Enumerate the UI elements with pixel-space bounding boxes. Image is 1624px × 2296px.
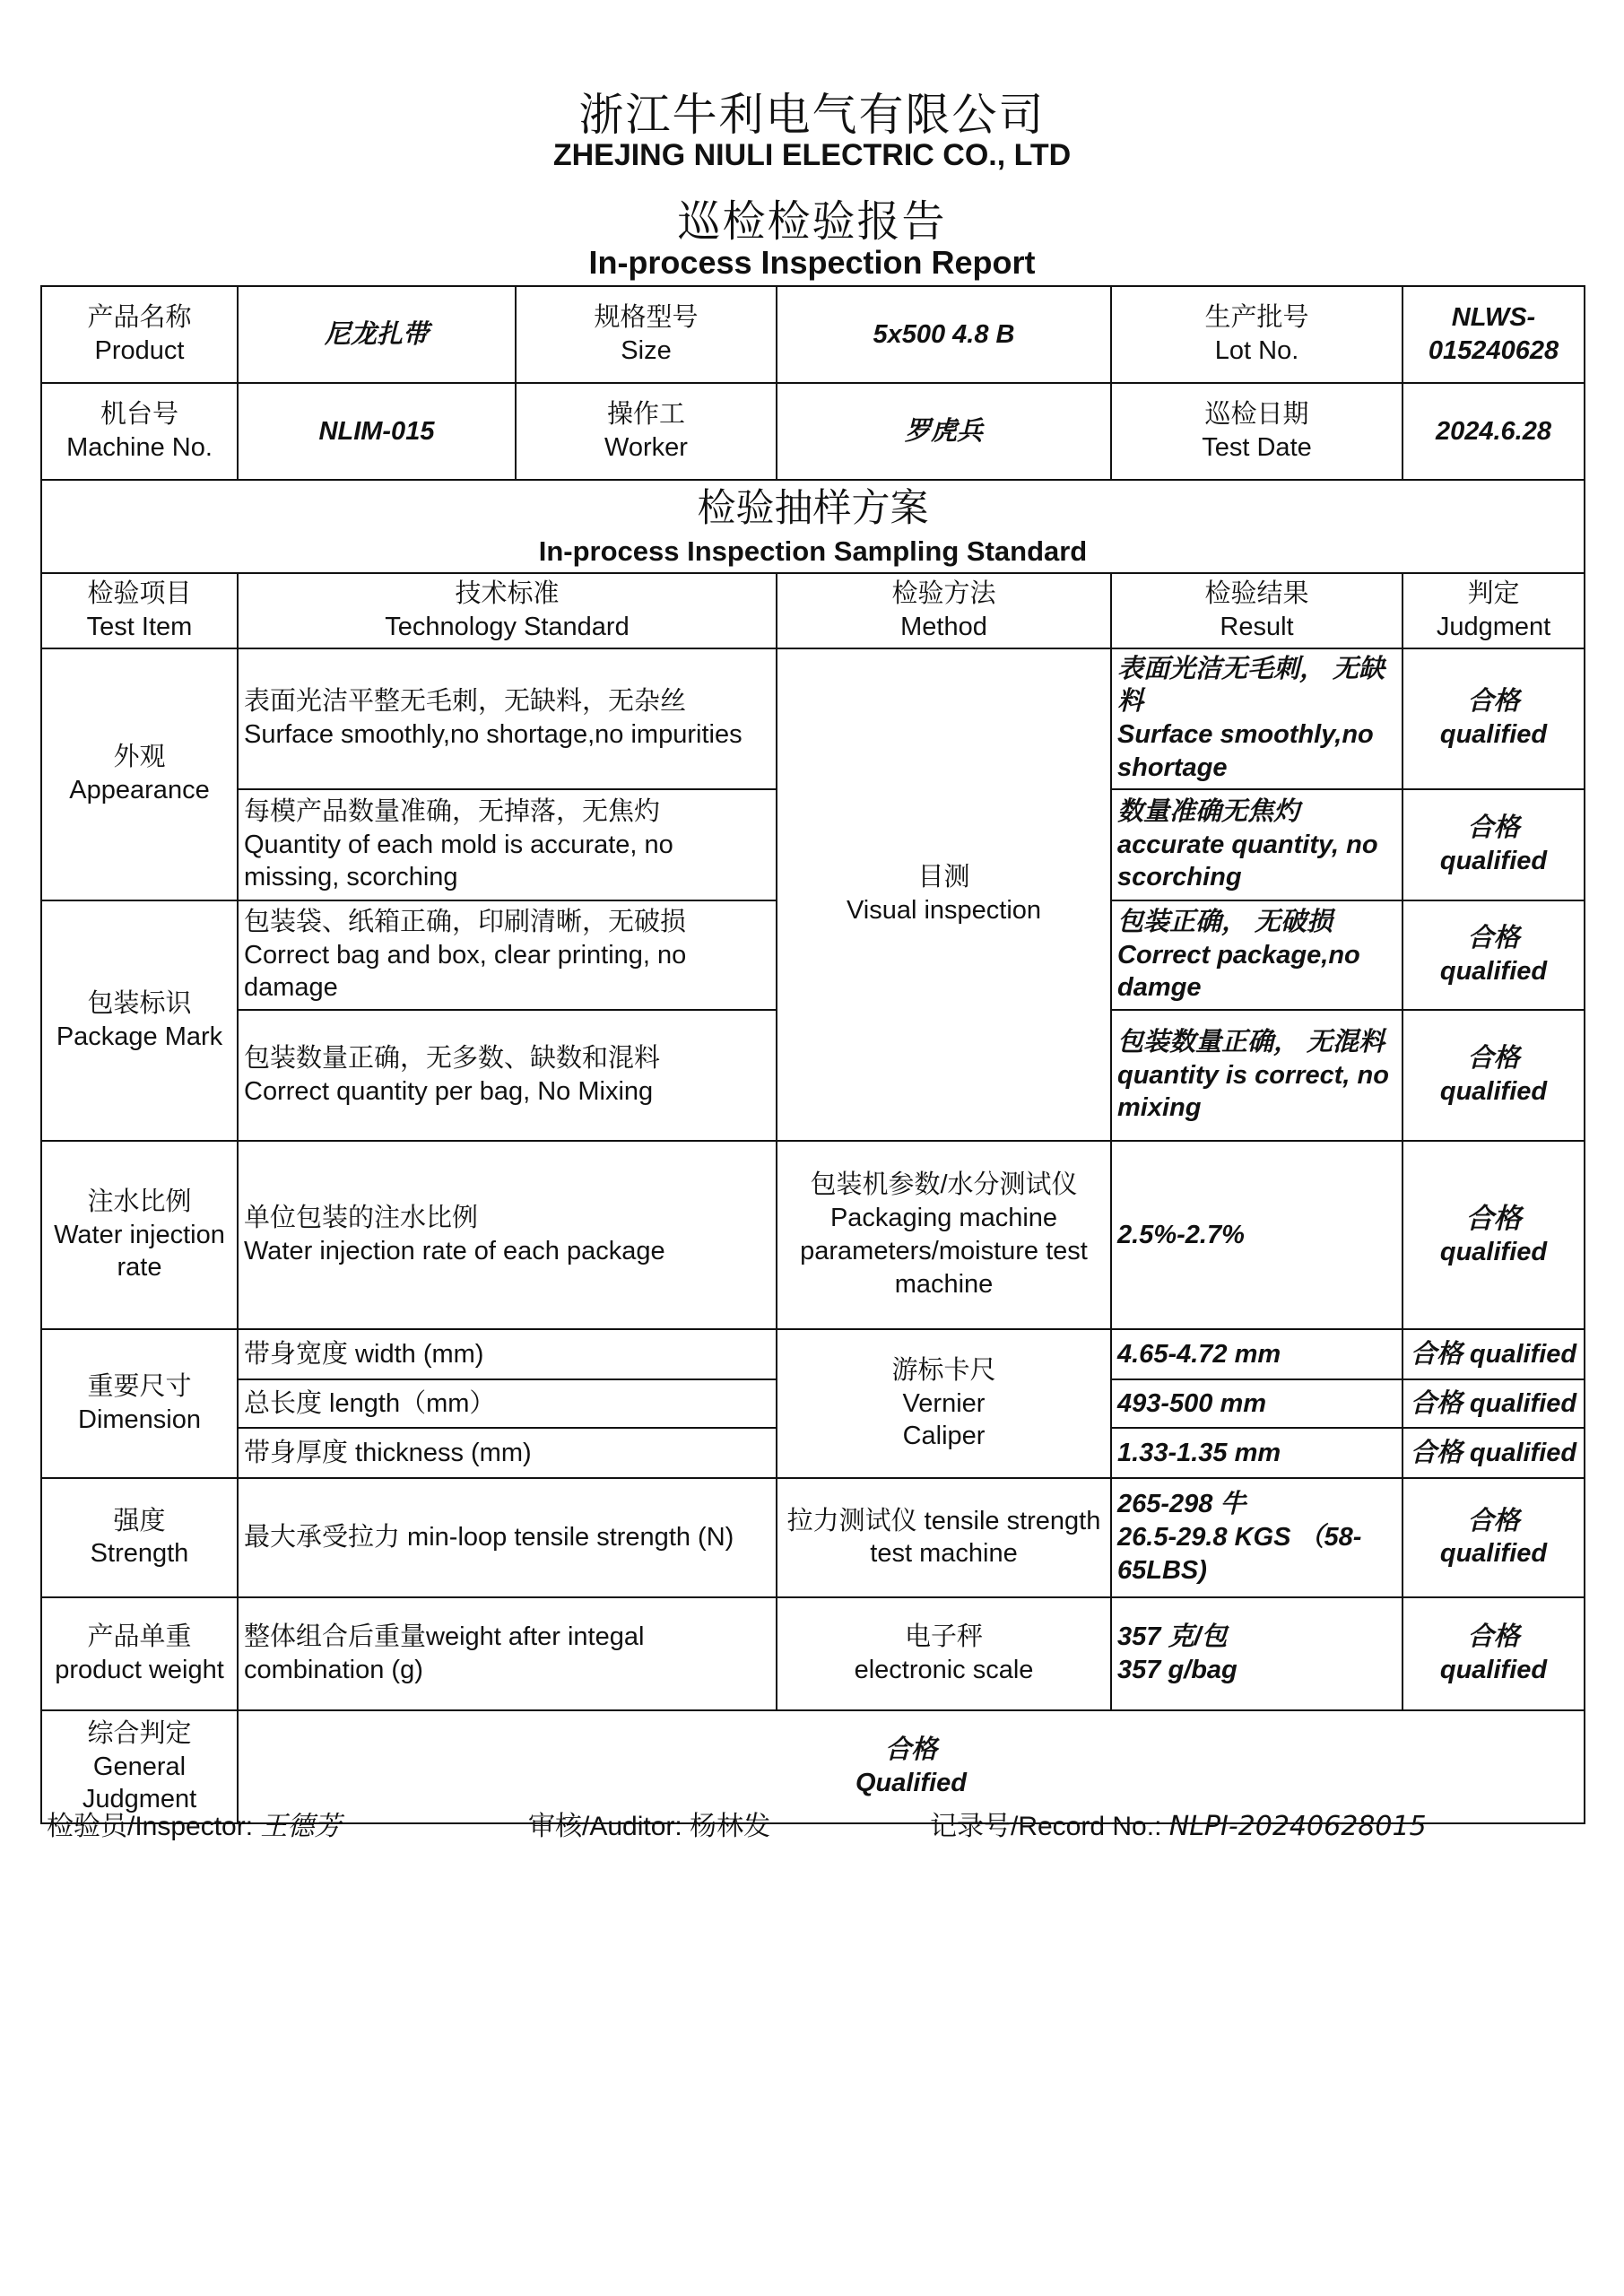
company-name-en: ZHEJING NIULI ELECTRIC CO., LTD [552, 138, 1072, 172]
sampling-title: 检验抽样方案 In-process Inspection Sampling Standard [41, 480, 1585, 573]
sampling-section [41, 480, 1585, 573]
table-row [41, 1478, 1585, 1597]
water-method: 包装机参数/水分测试仪 Packaging machine parameters/moisture test machine [777, 1141, 1111, 1329]
dimension-thickness: 带身厚度 thickness (mm) [238, 1428, 777, 1478]
table-row [41, 1597, 1585, 1710]
judgment-cell: 合格 qualified [1403, 1141, 1585, 1329]
record-number: NLPI-20240628015 [1168, 1811, 1427, 1842]
size-value: 5x500 4.8 B [777, 286, 1111, 383]
thickness-result: 1.33-1.35 mm [1111, 1428, 1403, 1478]
water-standard: 单位包装的注水比例 Water injection rate of each package [238, 1141, 777, 1329]
weight-method: 电子秤 electronic scale [777, 1597, 1111, 1710]
visual-method: 目测 Visual inspection [777, 648, 1111, 1141]
column-header-row [41, 573, 1585, 648]
col-method: 检验方法 Method [777, 573, 1111, 648]
weight-standard: 整体组合后重量weight after integal combination (g) [238, 1597, 777, 1710]
strength-result: 265-298 牛 26.5-29.8 KGS （58-65LBS) [1111, 1478, 1403, 1597]
company-name-cn: 浙江牛利电气有限公司 [578, 89, 1046, 141]
worker-label: 操作工 Worker [516, 383, 777, 480]
worker-value: 罗虎兵 [777, 383, 1111, 480]
machine-value: NLIM-015 [238, 383, 516, 480]
judgment-cell: 合格 qualified [1403, 648, 1585, 789]
width-result: 4.65-4.72 mm [1111, 1329, 1403, 1379]
package-result-1: 包装正确， 无破损 Correct package,no damge [1111, 900, 1403, 1010]
judgment-cell: 合格 qualified [1403, 789, 1585, 900]
weight-item: 产品单重 product weight [41, 1597, 238, 1710]
judgment-cell: 合格 qualified [1403, 1329, 1585, 1379]
general-judgment-value: 合格 Qualified [238, 1710, 1585, 1823]
product-label: 产品名称 Product [41, 286, 238, 383]
product-value: 尼龙扎带 [238, 286, 516, 383]
col-test-item: 检验项目 Test Item [41, 573, 238, 648]
date-label: 巡检日期 Test Date [1111, 383, 1403, 480]
package-standard-2: 包装数量正确，无多数、缺数和混料 Correct quantity per bag, No Mixing [238, 1010, 777, 1141]
report-title-cn: 巡检检验报告 [677, 196, 947, 247]
auditor-name: 杨林发 [690, 1812, 771, 1841]
package-standard-1: 包装袋、纸箱正确，印刷清晰，无破损 Correct bag and box, clear printing, no damage [238, 900, 777, 1010]
appearance-standard-1: 表面光洁平整无毛刺，无缺料，无杂丝 Surface smoothly,no shortage,no impurities [238, 648, 777, 789]
appearance-item: 外观 Appearance [41, 648, 238, 900]
col-technology-standard: 技术标准 Technology Standard [238, 573, 777, 648]
table-row [41, 1329, 1585, 1379]
judgment-cell: 合格 qualified [1403, 1597, 1585, 1710]
date-value: 2024.6.28 [1403, 383, 1585, 480]
info-row [41, 383, 1585, 480]
table-row [41, 1141, 1585, 1329]
record-field: 记录号/Record No.: NLPI-20240628015 [930, 1811, 1427, 1842]
judgment-cell: 合格 qualified [1403, 900, 1585, 1010]
dimension-item: 重要尺寸 Dimension [41, 1329, 238, 1478]
report-title-en: In-process Inspection Report [588, 244, 1036, 281]
appearance-result-2: 数量准确无焦灼 accurate quantity, no scorching [1111, 789, 1403, 900]
judgment-cell: 合格 qualified [1403, 1478, 1585, 1597]
strength-item: 强度 Strength [41, 1478, 238, 1597]
weight-result: 357 克/包 357 g/bag [1111, 1597, 1403, 1710]
auditor-field: 审核/Auditor: 杨林发 [528, 1812, 771, 1841]
strength-standard: 最大承受拉力 min-loop tensile strength (N) [238, 1478, 777, 1597]
machine-label: 机台号 Machine No. [41, 383, 238, 480]
water-item: 注水比例 Water injection rate [41, 1141, 238, 1329]
strength-method: 拉力测试仪 tensile strength test machine [777, 1478, 1111, 1597]
inspector-field: 检验员/Inspector: 王德芳 [47, 1811, 342, 1842]
lot-value: NLWS-015240628 [1403, 286, 1585, 383]
col-result: 检验结果 Result [1111, 573, 1403, 648]
inspection-table [40, 285, 1585, 1824]
table-row [41, 648, 1585, 789]
dimension-width: 带身宽度 width (mm) [238, 1329, 777, 1379]
general-judgment-label: 综合判定 General Judgment [41, 1710, 238, 1823]
judgment-cell: 合格 qualified [1403, 1428, 1585, 1478]
judgment-cell: 合格 qualified [1403, 1010, 1585, 1141]
caliper-method: 游标卡尺 Vernier Caliper [777, 1329, 1111, 1478]
inspector-name: 王德芳 [260, 1811, 342, 1842]
package-result-2: 包装数量正确， 无混料 quantity is correct, no mixing [1111, 1010, 1403, 1141]
water-result: 2.5%-2.7% [1111, 1141, 1403, 1329]
info-row [41, 286, 1585, 383]
lot-label: 生产批号 Lot No. [1111, 286, 1403, 383]
size-label: 规格型号 Size [516, 286, 777, 383]
appearance-result-1: 表面光洁无毛刺， 无缺料 Surface smoothly,no shortage [1111, 648, 1403, 789]
package-item: 包装标识 Package Mark [41, 900, 238, 1141]
judgment-cell: 合格 qualified [1403, 1379, 1585, 1428]
length-result: 493-500 mm [1111, 1379, 1403, 1428]
col-judgment: 判定 Judgment [1403, 573, 1585, 648]
appearance-standard-2: 每模产品数量准确，无掉落，无焦灼 Quantity of each mold is accurate, no missing, scorching [238, 789, 777, 900]
dimension-length: 总长度 length（mm） [238, 1379, 777, 1428]
